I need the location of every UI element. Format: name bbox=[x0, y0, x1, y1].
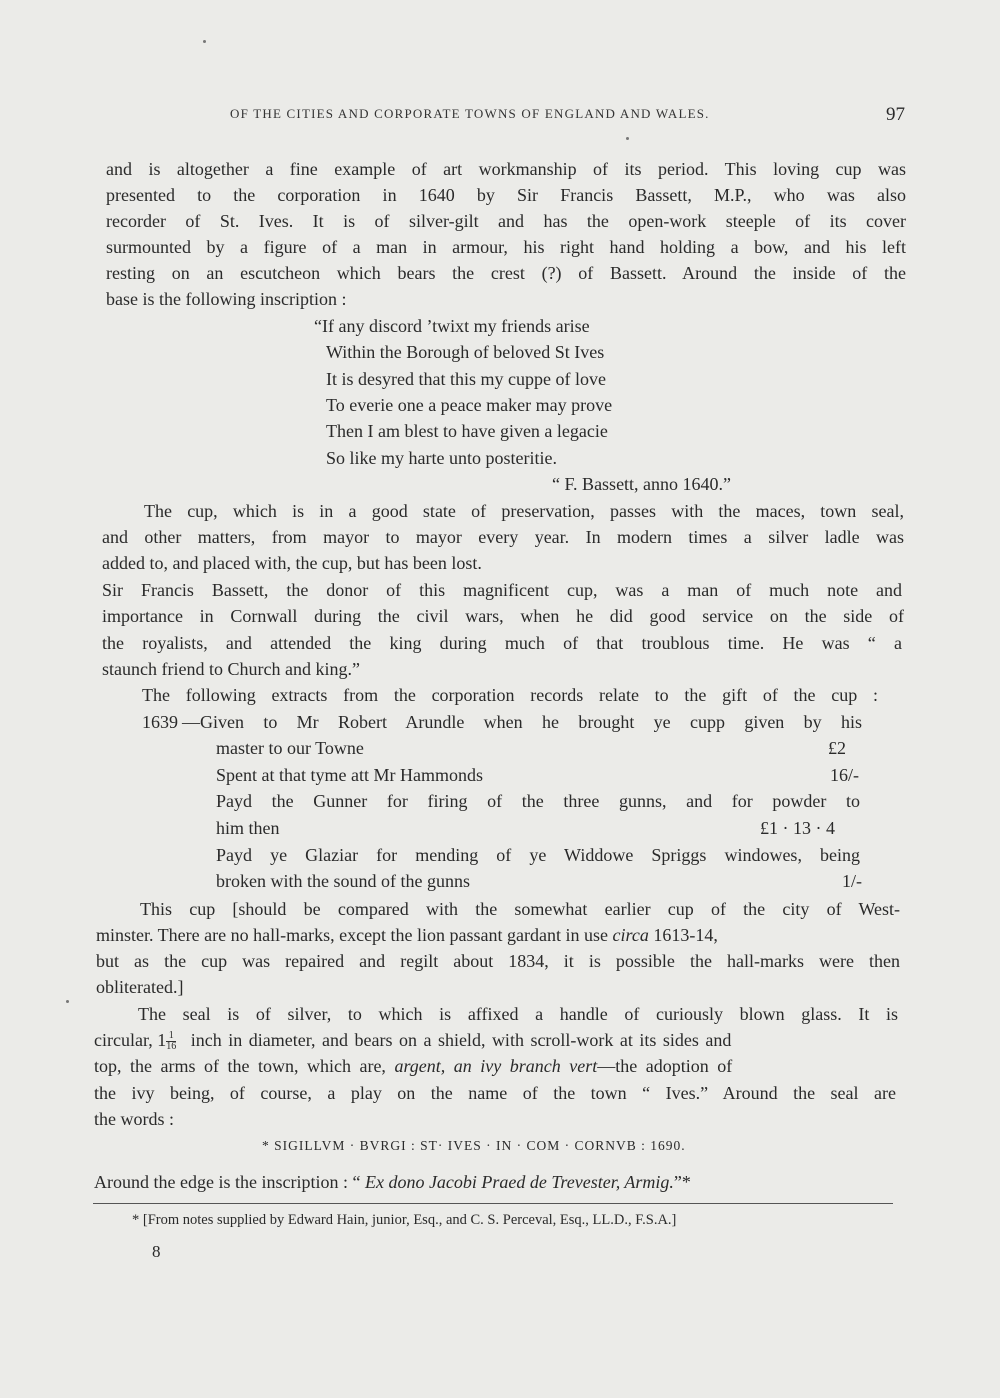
text-line: and is altogether a fine example of art workmanship of its period. This loving cup was bbox=[106, 159, 906, 179]
record-line: —Given to Mr Robert Arundle when he brought ye cupp given by his bbox=[182, 712, 862, 732]
record-line: Payd the Gunner for firing of the three gunns, and for powder to bbox=[216, 791, 860, 811]
record-amount: £1 · 13 · 4 bbox=[760, 818, 835, 838]
text-line: top, the arms of the town, which are, argent, an ivy branch vert—the adoption of bbox=[94, 1056, 733, 1076]
poem-line: So like my harte unto posteritie. bbox=[326, 448, 557, 468]
paragraph-7: Around the edge is the inscription : “ Ex dono Jacobi Praed de Trevester, Armig.”* bbox=[94, 1172, 691, 1192]
record-line: broken with the sound of the gunns bbox=[216, 871, 470, 891]
paragraph-4: The following extracts from the corporation records relate to the gift of the cup : bbox=[142, 685, 878, 705]
text-line: and other matters, from mayor to mayor every year. In modern times a silver ladle was bbox=[102, 527, 904, 547]
text-line: circular, 1 $\frac{1}{16}$ inch in diameter, and bears on a shield, with scroll-work at its sides and bbox=[94, 1030, 732, 1053]
page-number: 97 bbox=[886, 104, 905, 125]
record-line: him then bbox=[216, 818, 280, 838]
text-line: the royalists, and attended the king during much of that troublous time. He was “ a bbox=[102, 633, 902, 653]
text-line: surmounted by a figure of a man in armour, his right hand holding a bow, and his left bbox=[106, 237, 906, 257]
text-line: the ivy being, of course, a play on the name of the town “ Ives.” Around the seal are bbox=[94, 1083, 896, 1103]
poem-line: To everie one a peace maker may prove bbox=[326, 395, 613, 415]
record-year: 1639 bbox=[142, 712, 178, 732]
text-line: resting on an escutcheon which bears the crest (?) of Bassett. Around the inside of the bbox=[106, 263, 906, 283]
paper-speck bbox=[66, 1000, 69, 1003]
record-line: master to our Towne bbox=[216, 738, 364, 758]
signature-mark: 8 bbox=[152, 1242, 161, 1261]
text-line: added to, and placed with, the cup, but has been lost. bbox=[102, 553, 482, 573]
text-line: Sir Francis Bassett, the donor of this magnificent cup, was a man of much note and bbox=[102, 580, 902, 600]
text-line: staunch friend to Church and king.” bbox=[102, 659, 360, 679]
record-amount: 1/- bbox=[842, 871, 862, 891]
poem-line: It is desyred that this my cuppe of love bbox=[326, 369, 606, 389]
running-header: OF THE CITIES AND CORPORATE TOWNS OF ENGLAND AND WALES. bbox=[230, 106, 710, 121]
poem-line: “If any discord ’twixt my friends arise bbox=[314, 316, 590, 336]
poem-line: Within the Borough of beloved St Ives bbox=[326, 342, 605, 362]
text-line: but as the cup was repaired and regilt about 1834, it is possible the hall-marks were then bbox=[96, 951, 900, 971]
poem-signature: “ F. Bassett, anno 1640.” bbox=[552, 474, 732, 494]
paper-speck bbox=[626, 137, 629, 140]
text-line: The cup, which is in a good state of preservation, passes with the maces, town seal, bbox=[144, 501, 904, 521]
text-line: This cup [should be compared with the somewhat earlier cup of the city of West- bbox=[140, 899, 900, 919]
text-line: The seal is of silver, to which is affixed a handle of curiously blown glass. It is bbox=[138, 1004, 898, 1024]
text-line: the words : bbox=[94, 1109, 174, 1129]
record-amount: £2 bbox=[828, 738, 846, 758]
poem-line: Then I am blest to have given a legacie bbox=[326, 421, 608, 441]
text-line: importance in Cornwall during the civil wars, when he did good service on the side of bbox=[102, 606, 904, 626]
text-line: presented to the corporation in 1640 by Sir Francis Bassett, M.P., who was also bbox=[106, 185, 906, 205]
record-line: Spent at that tyme att Mr Hammonds bbox=[216, 765, 483, 785]
fraction: $\frac{1}{16}$ bbox=[166, 1030, 177, 1053]
paper-speck bbox=[203, 40, 206, 43]
text-line: minster. There are no hall-marks, except the lion passant gardant in use circa 1613-14, bbox=[96, 925, 718, 945]
text-line: recorder of St. Ives. It is of silver-gilt and has the open-work steeple of its cover bbox=[106, 211, 906, 231]
footnote-rule bbox=[93, 1203, 893, 1204]
footnote: * [From notes supplied by Edward Hain, junior, Esq., and C. S. Perceval, Esq., LL.D., F.S.A.] bbox=[132, 1212, 677, 1228]
seal-legend: * SIGILLVM · BVRGI : ST· IVES · IN · COM · CORNVB : 1690. bbox=[262, 1138, 686, 1153]
record-line: Payd ye Glaziar for mending of ye Widdowe Spriggs windowes, being bbox=[216, 845, 860, 865]
text-line: base is the following inscription : bbox=[106, 289, 347, 309]
record-amount: 16/- bbox=[830, 765, 859, 785]
text-line: obliterated.] bbox=[96, 977, 184, 997]
